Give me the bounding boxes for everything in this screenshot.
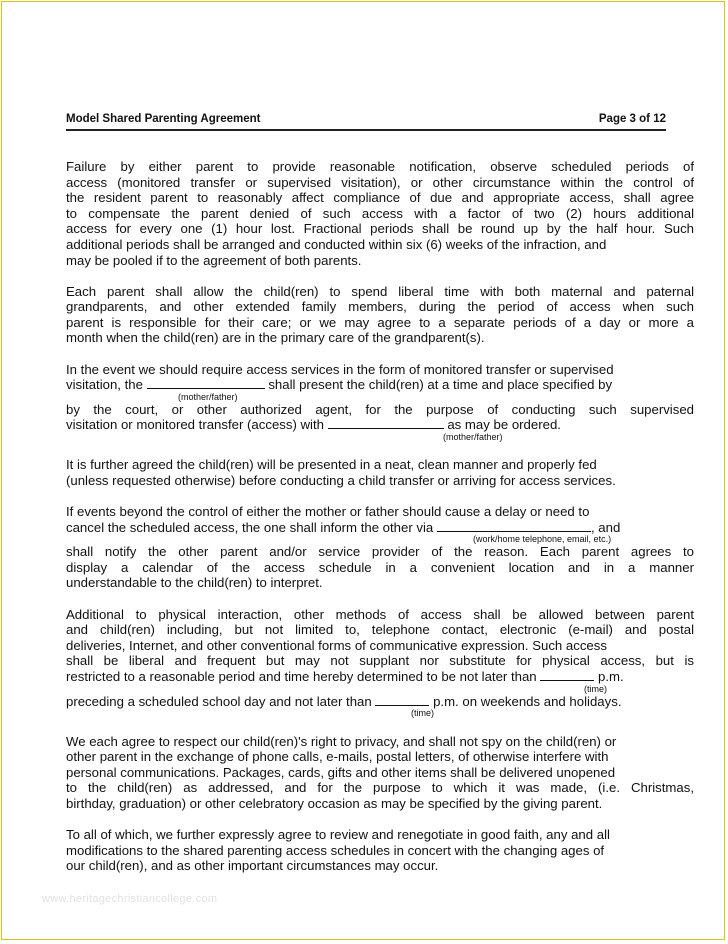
text-line: our child(ren), and as other important circumstances may occur. — [66, 858, 439, 874]
document-page — [1, 1, 725, 940]
fill-in-blank-parent[interactable] — [328, 417, 444, 429]
paragraph-compensation — [66, 159, 694, 268]
text-line: by the court, or other authorized agent, for the purpose of conducting such supervised — [66, 401, 694, 417]
text-line — [66, 694, 694, 710]
text-line: display a calendar of the access schedule in a convenient location and in a manner — [66, 559, 694, 575]
page-header — [66, 113, 666, 131]
text-line: Failure by either parent to provide reasonable notification, observe scheduled periods of — [66, 159, 694, 174]
text-line: understandable to the child(ren) to interpret. — [66, 575, 323, 591]
text-line: shall be liberal and frequent but may not supplant nor substitute for physical access, but is — [66, 653, 694, 669]
document-title: Model Shared Parenting Agreement — [66, 113, 261, 125]
text-line — [66, 377, 694, 393]
text-fragment: as may be ordered. — [447, 417, 561, 433]
text-fragment: , and — [590, 519, 621, 535]
text-fragment: visitation or monitored transfer (access) with — [66, 417, 324, 433]
fill-in-blank-contact-method[interactable] — [437, 520, 591, 532]
text-line: access for every one (1) hour lost. Fractional periods shall be round up by the half hour. Such — [66, 221, 694, 237]
watermark: www.heritagechristiancollege.com — [42, 893, 218, 905]
text-line: additional periods shall be arranged and conducted within six (6) weeks of the infraction, and — [66, 236, 607, 252]
blank-caption: (time) — [584, 683, 607, 694]
paragraph-privacy — [66, 734, 694, 812]
text-line: month when the child(ren) are in the primary care of the grandparent(s). — [66, 330, 485, 346]
text-line: may be pooled if to the agreement of both parents. — [66, 252, 362, 268]
text-fragment: p.m. — [598, 668, 624, 684]
text-line: modifications to the shared parenting access schedules in concert with the changing ages of — [66, 842, 605, 858]
text-line: In the event we should require access services in the form of monitored transfer or supervised — [66, 361, 614, 377]
text-line: to compensate the parent denied of such access with a factor of two (2) hours additional — [66, 205, 694, 221]
text-line: It is further agreed the child(ren) will be presented in a neat, clean manner and properly fed — [66, 457, 597, 473]
paragraph-communication — [66, 607, 694, 719]
text-line: and child(ren) including, but not limited to, telephone contact, electronic (e-mail) and postal — [66, 622, 694, 638]
page-number: Page 3 of 12 — [598, 113, 666, 125]
text-fragment: visitation, the — [66, 377, 143, 393]
text-line: the resident parent to reasonably affect compliance of due and appropriate access, shall agree — [66, 190, 694, 206]
text-fragment: cancel the scheduled access, the one shall inform the other via — [66, 519, 434, 535]
text-fragment: preceding a scheduled school day and not later than — [66, 693, 372, 709]
text-line: to the child(ren) as addressed, and for the purpose to which it was made, (i.e. Christmas, — [66, 780, 694, 796]
blank-caption: (mother/father) — [443, 431, 503, 442]
paragraph-presentation — [66, 457, 694, 488]
paragraph-delay — [66, 504, 694, 591]
text-line — [66, 669, 694, 685]
fill-in-blank-parent[interactable] — [147, 377, 265, 389]
blank-caption: (mother/father) — [178, 391, 238, 402]
text-fragment: p.m. on weekends and holidays. — [433, 693, 622, 709]
text-line: shall notify the other parent and/or service provider of the reason. Each parent agrees to — [66, 544, 694, 560]
text-line — [66, 417, 694, 433]
text-line: birthday, graduation) or other celebratory occasion as may be specified by the giving parent. — [66, 796, 603, 811]
text-line: parent is responsible for their care; or we may agree to a separate periods of a day or more a — [66, 314, 694, 330]
text-fragment: restricted to a reasonable period and time hereby determined to be not later than — [66, 668, 537, 684]
text-line — [66, 520, 694, 536]
text-line: personal communications. Packages, cards, gifts and other items shall be delivered unopened — [66, 764, 616, 780]
text-line: grandparents, and other extended family members, during the period of access when such — [66, 299, 694, 315]
paragraph-renegotiation — [66, 827, 694, 874]
text-line: (unless requested otherwise) before conducting a child transfer or arriving for access services. — [66, 473, 616, 488]
document-body — [66, 159, 694, 889]
blank-caption: (work/home telephone, email, etc.) — [473, 534, 612, 545]
paragraph-access-services — [66, 362, 694, 442]
text-line: Each parent shall allow the child(ren) to spend liberal time with both maternal and paternal — [66, 283, 694, 299]
text-line: Additional to physical interaction, other methods of access shall be allowed between parent — [66, 606, 694, 622]
fill-in-blank-time[interactable] — [375, 694, 429, 706]
text-line: other parent in the exchange of phone calls, e-mails, postal letters, of otherwise interfere with — [66, 749, 609, 765]
paragraph-grandparents — [66, 284, 694, 346]
text-fragment: shall present the child(ren) at a time and place specified by — [268, 377, 613, 393]
text-line: To all of which, we further expressly agree to review and renegotiate in good faith, any and all — [66, 827, 610, 843]
text-line: deliveries, Internet, and other conventional forms of communicative expression. Such access — [66, 637, 607, 653]
fill-in-blank-time[interactable] — [540, 669, 594, 681]
blank-caption: (time) — [411, 708, 434, 719]
text-line: If events beyond the control of either the mother or father should cause a delay or need to — [66, 504, 590, 520]
text-line: We each agree to respect our child(ren)'s right to privacy, and shall not spy on the child(ren) or — [66, 733, 617, 749]
text-line: access (monitored transfer or supervised visitation), or other circumstance within the control of — [66, 174, 694, 190]
